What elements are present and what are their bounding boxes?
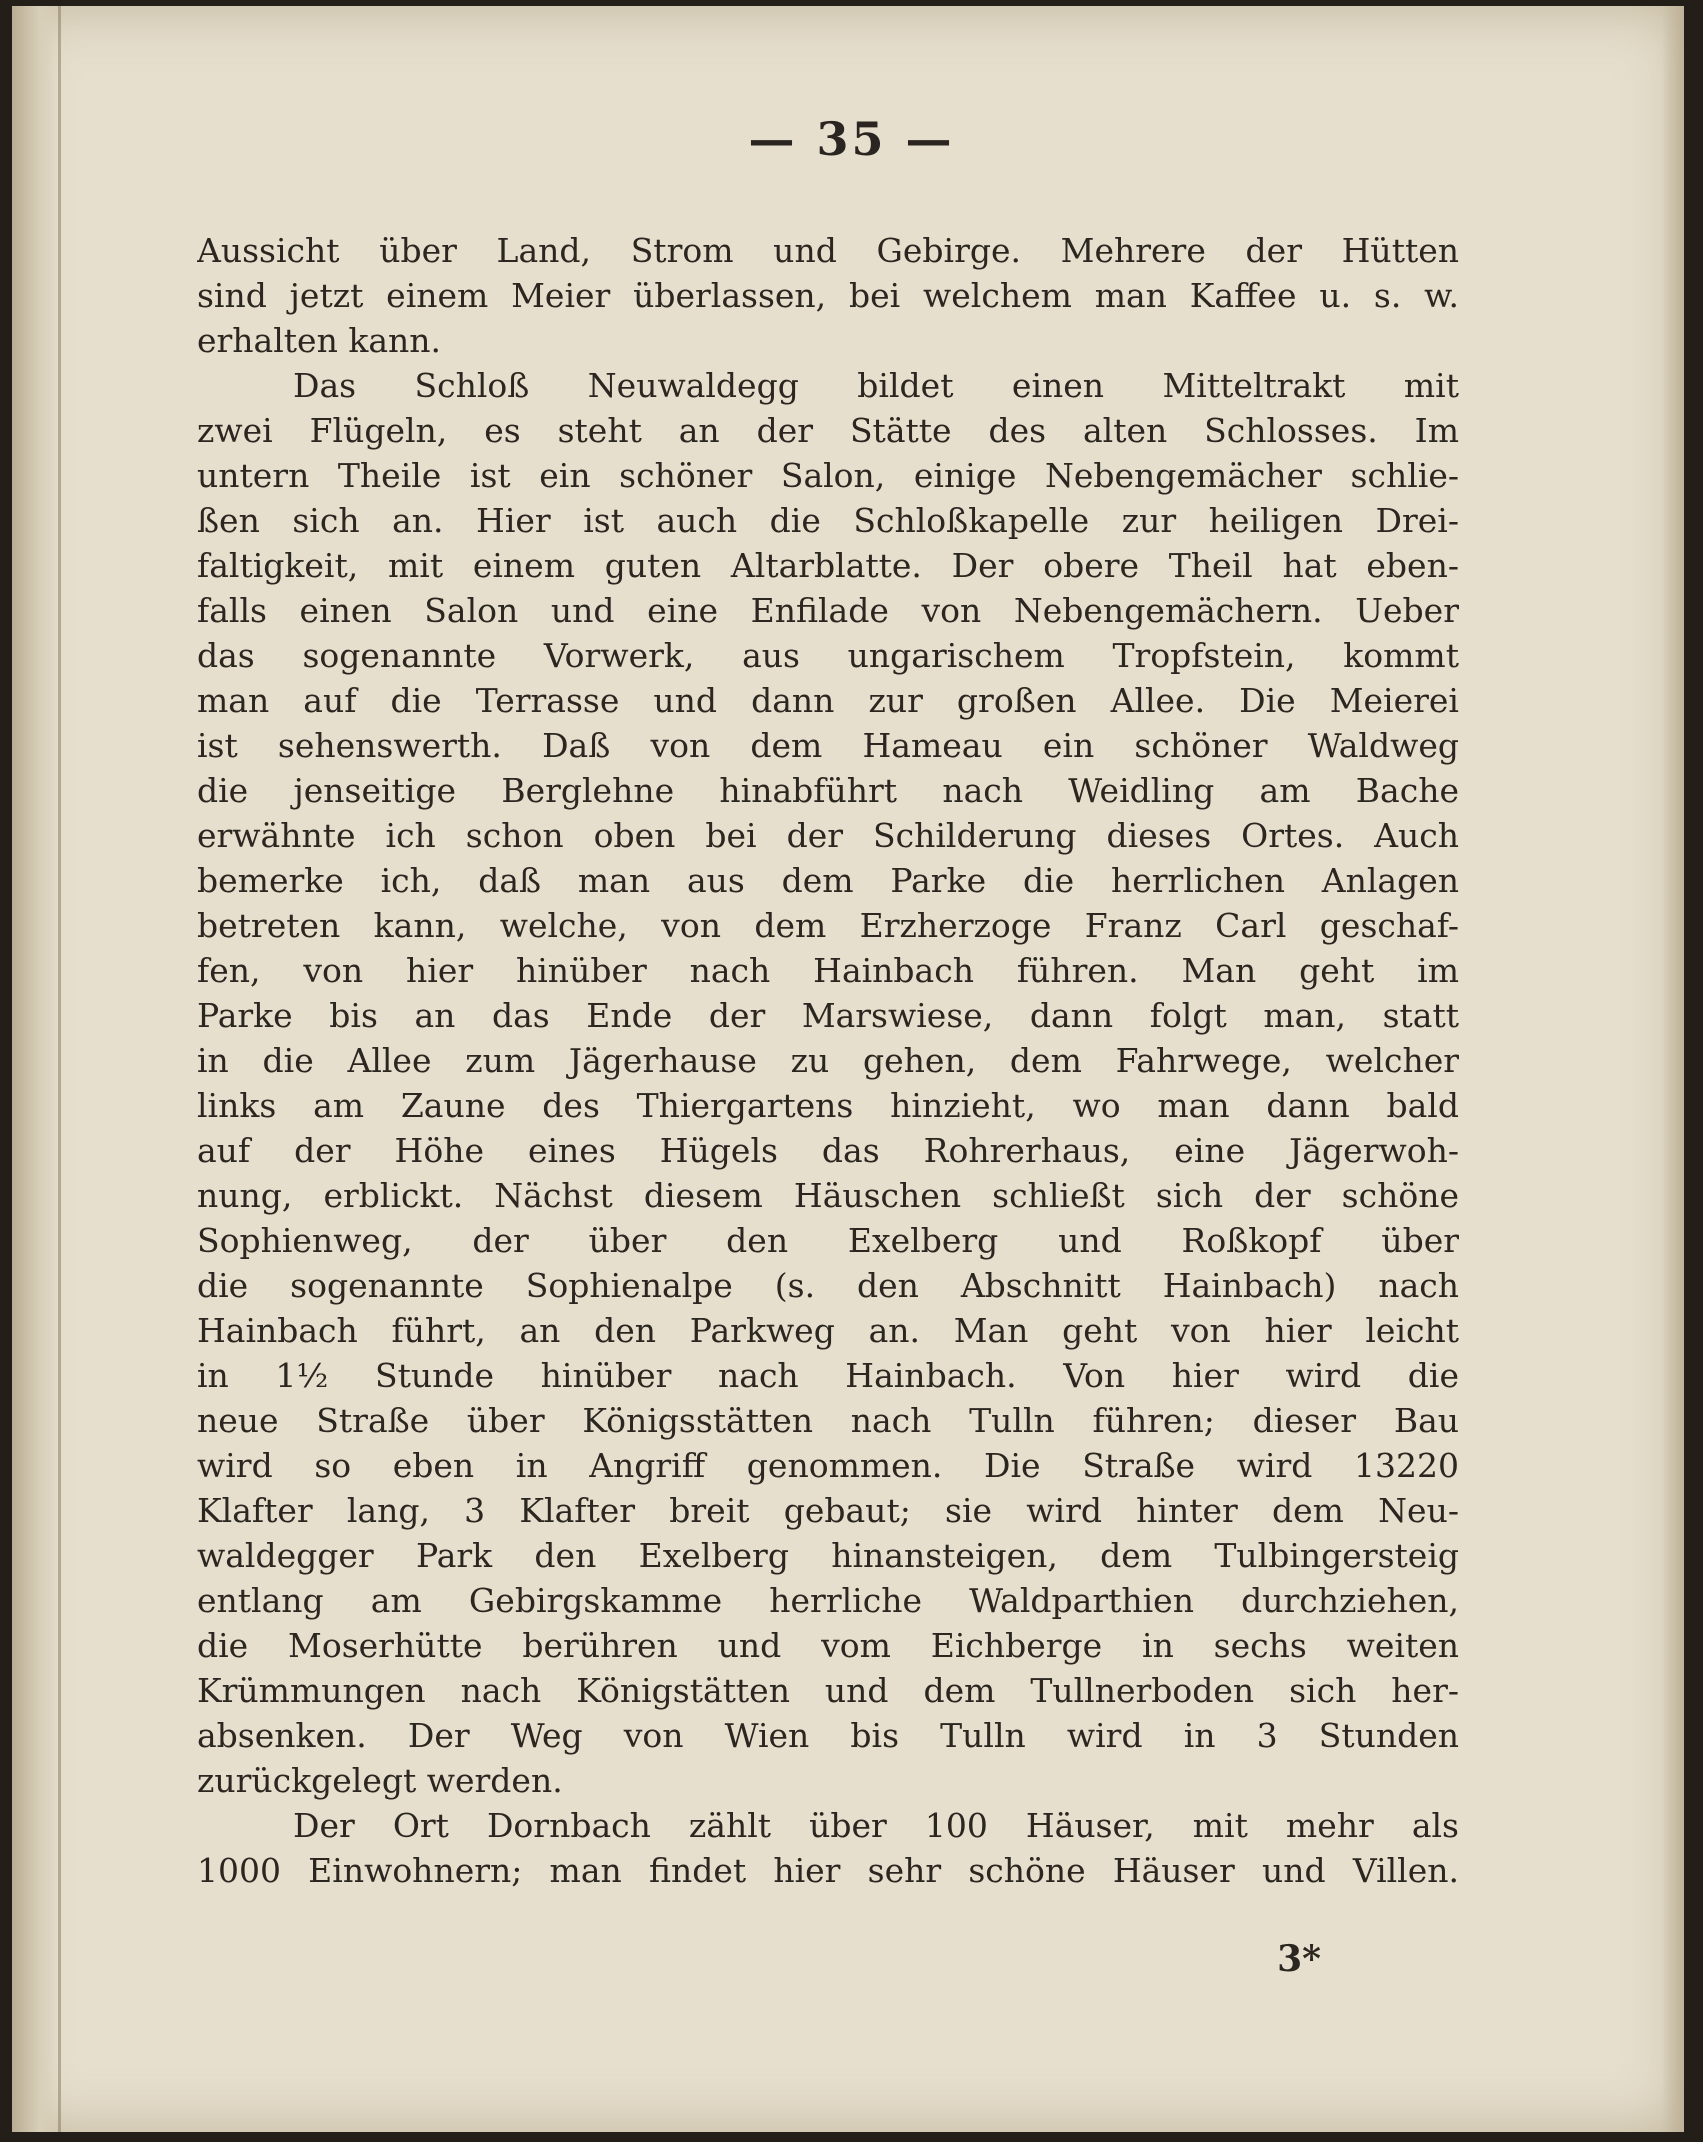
- signature-mark: 3*: [1277, 1938, 1321, 1980]
- text-line: Hainbach führt, an den Parkweg an. Man geht von hier leicht: [197, 1311, 1459, 1350]
- text-line: entlang am Gebirgskamme herrliche Waldparthien durchziehen,: [197, 1581, 1459, 1620]
- text-line: nung, erblickt. Nächst diesem Häuschen schließt sich der schöne: [197, 1176, 1459, 1215]
- text-line: sind jetzt einem Meier überlassen, bei welchem man Kaffee u. s. w.: [197, 276, 1459, 315]
- text-line: die jenseitige Berglehne hinabführt nach Weidling am Bache: [197, 771, 1459, 810]
- page-number: — 35 —: [748, 112, 955, 166]
- text-line: falls einen Salon und eine Enfilade von Nebengemächern. Ueber: [197, 591, 1459, 630]
- text-line: neue Straße über Königsstätten nach Tulln führen; dieser Bau: [197, 1401, 1459, 1440]
- text-line: zwei Flügeln, es steht an der Stätte des alten Schlosses. Im: [197, 411, 1459, 450]
- text-line: ist sehenswerth. Daß von dem Hameau ein schöner Waldweg: [197, 726, 1459, 765]
- text-line: das sogenannte Vorwerk, aus ungarischem Tropfstein, kommt: [197, 636, 1459, 675]
- text-line: 1000 Einwohnern; man findet hier sehr schöne Häuser und Villen.: [197, 1851, 1459, 1890]
- text-line: Parke bis an das Ende der Marswiese, dann folgt man, statt: [197, 996, 1459, 1035]
- text-line: Der Ort Dornbach zählt über 100 Häuser, mit mehr als: [293, 1806, 1459, 1845]
- text-line: links am Zaune des Thiergartens hinzieht, wo man dann bald: [197, 1086, 1459, 1125]
- text-line: erhalten kann.: [197, 321, 441, 360]
- text-line: in 1½ Stunde hinüber nach Hainbach. Von hier wird die: [197, 1356, 1459, 1395]
- text-line: die sogenannte Sophienalpe (s. den Abschnitt Hainbach) nach: [197, 1266, 1459, 1305]
- text-line: zurückgelegt werden.: [197, 1761, 563, 1800]
- text-line: faltigkeit, mit einem guten Altarblatte. Der obere Theil hat eben-: [197, 546, 1459, 585]
- text-line: bemerke ich, daß man aus dem Parke die herrlichen Anlagen: [197, 861, 1459, 900]
- text-line: ßen sich an. Hier ist auch die Schloßkapelle zur heiligen Drei-: [197, 501, 1459, 540]
- page-edge-shadow: [1662, 6, 1684, 2132]
- text-line: absenken. Der Weg von Wien bis Tulln wird in 3 Stunden: [197, 1716, 1459, 1755]
- text-line: wird so eben in Angriff genommen. Die Straße wird 13220: [197, 1446, 1459, 1485]
- text-line: Das Schloß Neuwaldegg bildet einen Mitteltrakt mit: [293, 366, 1459, 405]
- text-line: die Moserhütte berühren und vom Eichberge in sechs weiten: [197, 1626, 1459, 1665]
- text-line: auf der Höhe eines Hügels das Rohrerhaus, eine Jägerwoh-: [197, 1131, 1459, 1170]
- text-line: Krümmungen nach Königstätten und dem Tullnerboden sich her-: [197, 1671, 1459, 1710]
- text-line: Sophienweg, der über den Exelberg und Roßkopf über: [197, 1221, 1459, 1260]
- text-line: Klafter lang, 3 Klafter breit gebaut; sie wird hinter dem Neu-: [197, 1491, 1459, 1530]
- text-line: fen, von hier hinüber nach Hainbach führen. Man geht im: [197, 951, 1459, 990]
- text-line: erwähnte ich schon oben bei der Schilderung dieses Ortes. Auch: [197, 816, 1459, 855]
- text-line: waldegger Park den Exelberg hinansteigen, dem Tulbingersteig: [197, 1536, 1459, 1575]
- text-line: in die Allee zum Jägerhause zu gehen, dem Fahrwege, welcher: [197, 1041, 1459, 1080]
- text-line: Aussicht über Land, Strom und Gebirge. Mehrere der Hütten: [197, 231, 1459, 270]
- gutter-line: [58, 6, 61, 2132]
- body-text: [197, 228, 1459, 1893]
- text-line: betreten kann, welche, von dem Erzherzoge Franz Carl geschaf-: [197, 906, 1459, 945]
- page-binding-shadow: [12, 6, 58, 2132]
- text-line: untern Theile ist ein schöner Salon, einige Nebengemächer schlie-: [197, 456, 1459, 495]
- text-line: man auf die Terrasse und dann zur großen Allee. Die Meierei: [197, 681, 1459, 720]
